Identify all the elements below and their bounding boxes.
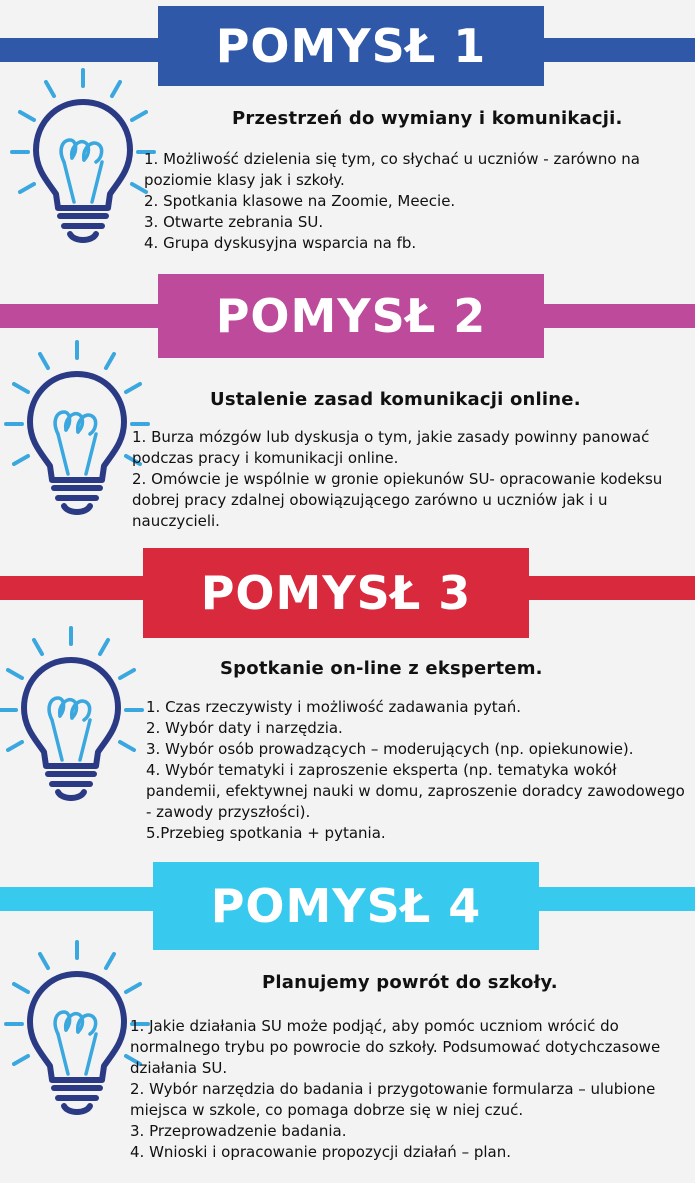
idea-section-1	[0, 0, 695, 270]
list-item: 3. Otwarte zebrania SU.	[144, 213, 324, 231]
list-item: 1. Możliwość dzielenia się tym, co słychać u uczniów - zarówno na poziomie klasy jak i szkoły.	[144, 150, 640, 189]
lightbulb-icon	[8, 62, 158, 252]
idea-title: POMYSŁ 4	[210, 879, 482, 933]
idea-banner	[153, 862, 539, 950]
list-item: 3. Wybór osób prowadzących – moderujących (np. opiekunowie).	[146, 740, 634, 758]
idea-items	[130, 1016, 690, 1163]
list-item: 5.Przebieg spotkania + pytania.	[146, 824, 386, 842]
list-item: 3. Przeprowadzenie badania.	[130, 1122, 347, 1140]
list-item: 2. Omówcie je wspólnie w gronie opiekunów SU- opracowanie kodeksu dobrej pracy zdalnej obowiązującego zarówno u uczniów jak i u nauczycieli.	[132, 470, 663, 530]
list-item: 4. Wnioski i opracowanie propozycji działań – plan.	[130, 1143, 511, 1161]
list-item: 4. Grupa dyskusyjna wsparcia na fb.	[144, 234, 417, 252]
lightbulb-icon	[0, 620, 146, 810]
idea-section-2	[0, 272, 695, 542]
lightbulb-icon	[2, 334, 152, 524]
idea-banner	[143, 548, 529, 638]
list-item: 1. Czas rzeczywisty i możliwość zadawania pytań.	[146, 698, 522, 716]
list-item: 2. Wybór daty i narzędzia.	[146, 719, 343, 737]
idea-title: POMYSŁ 1	[215, 19, 487, 73]
idea-subtitle: Przestrzeń do wymiany i komunikacji.	[232, 108, 623, 129]
idea-section-3	[0, 546, 695, 862]
list-item: 2. Spotkania klasowe na Zoomie, Meecie.	[144, 192, 456, 210]
idea-banner	[158, 6, 544, 86]
idea-banner	[158, 274, 544, 358]
idea-section-4	[0, 862, 695, 1183]
idea-subtitle: Planujemy powrót do szkoły.	[262, 972, 558, 993]
list-item: 2. Wybór narzędzia do badania i przygotowanie formularza – ulubione miejsca w szkole, co pomaga dobrze się w niej czuć.	[130, 1080, 656, 1119]
idea-title: POMYSŁ 2	[215, 289, 487, 343]
idea-subtitle: Ustalenie zasad komunikacji online.	[210, 389, 581, 410]
idea-items	[132, 427, 687, 532]
list-item: 4. Wybór tematyki i zaproszenie eksperta (np. tematyka wokół pandemii, efektywnej nauki w domu, zaproszenie doradcy zawodowego - zawody przyszłości).	[146, 761, 685, 821]
idea-items	[146, 697, 686, 844]
list-item: 1. Burza mózgów lub dyskusja o tym, jakie zasady powinny panować podczas pracy i komunikacji online.	[132, 428, 650, 467]
list-item: 1. Jakie działania SU może podjąć, aby pomóc uczniom wrócić do normalnego trybu po powrocie do szkoły. Podsumować dotychczasowe działania SU.	[130, 1017, 661, 1077]
idea-items	[144, 149, 689, 254]
idea-title: POMYSŁ 3	[200, 566, 472, 620]
idea-subtitle: Spotkanie on-line z ekspertem.	[220, 658, 543, 679]
